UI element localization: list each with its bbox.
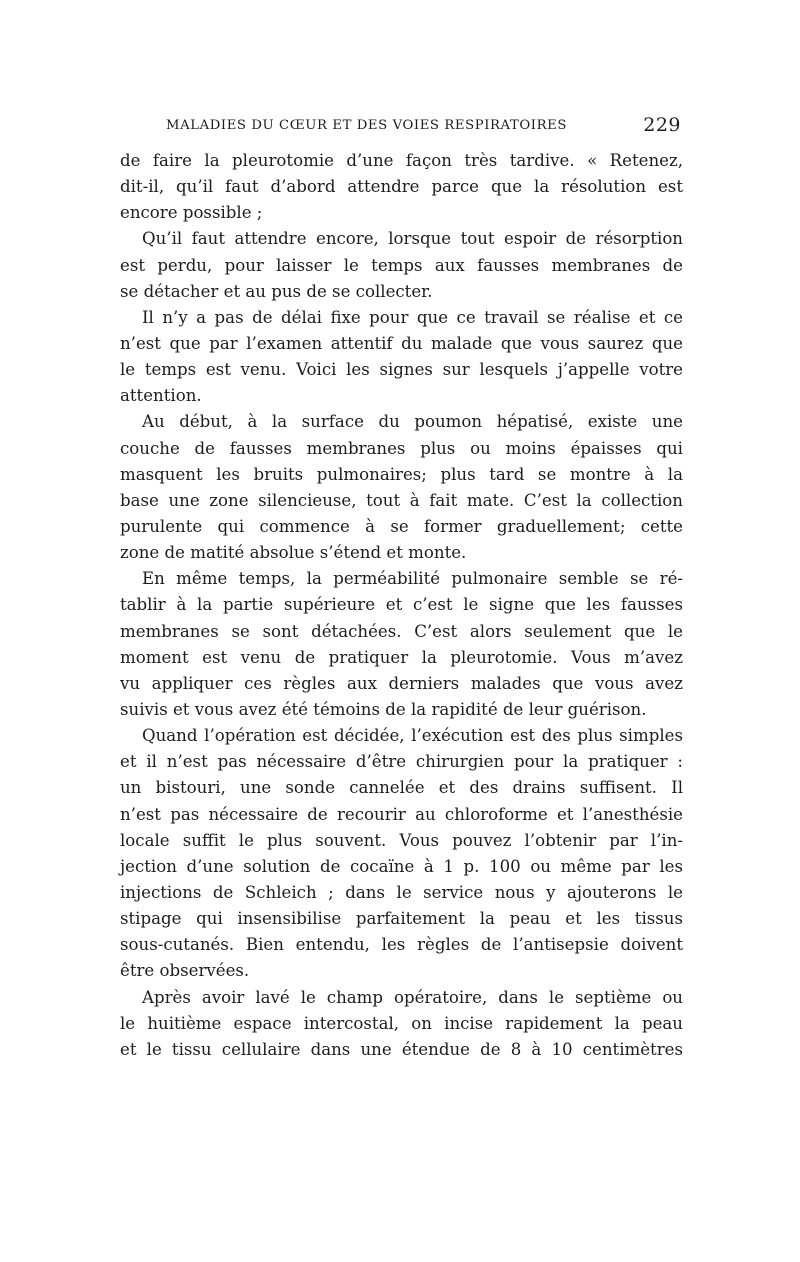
text-line: couche de fausses membranes plus ou moins épaisses qui (120, 438, 683, 458)
text-line: sous-cutanés. Bien entendu, les règles de l’antisepsie doivent (120, 935, 683, 955)
paragraph (120, 305, 683, 410)
text-line: masquent les bruits pulmonaires; plus tard se montre à la (120, 464, 683, 484)
text-line: le temps est venu. Voici les signes sur lesquels j’appelle votre (120, 360, 683, 380)
text-line: locale suffit le plus souvent. Vous pouvez l’obtenir par l’in- (120, 830, 683, 850)
paragraph (120, 409, 683, 566)
text-line: Après avoir lavé le champ opératoire, dans le septième ou (142, 987, 683, 1007)
paragraph (120, 723, 683, 984)
text-line: jection d’une solution de cocaïne à 1 p. 100 ou même par les (120, 856, 683, 876)
text-line: et le tissu cellulaire dans une étendue de 8 à 10 centimètres (120, 1039, 683, 1059)
text-line: de faire la pleurotomie d’une façon très tardive. « Retenez, (120, 151, 683, 170)
paragraph (120, 148, 683, 226)
text-line: stipage qui insensibilise parfaitement la peau et les tissus (120, 909, 683, 929)
text-line: est perdu, pour laisser le temps aux fausses membranes de (120, 255, 683, 275)
text-line: être observées. (120, 961, 250, 981)
text-line: purulente qui commence à se former graduellement; cette (120, 516, 683, 536)
text-line: un bistouri, une sonde cannelée et des drains suffisent. Il (120, 778, 683, 798)
text-line: Il n’y a pas de délai fixe pour que ce travail se réalise et ce (142, 307, 683, 327)
paragraph (120, 226, 683, 304)
text-line: zone de matité absolue s’étend et monte. (120, 543, 467, 563)
text-line: Qu’il faut attendre encore, lorsque tout espoir de résorption (142, 229, 683, 249)
text-line: n’est pas nécessaire de recourir au chloroforme et l’anesthésie (120, 804, 683, 824)
running-head (120, 114, 683, 140)
text-line: suivis et vous avez été témoins de la rapidité de leur guérison. (120, 699, 647, 719)
text-line: dit-il, qu’il faut d’abord attendre parce que la résolution est (120, 177, 683, 197)
running-title: MALADIES DU CŒUR ET DES VOIES RESPIRATOIRES (166, 118, 567, 133)
paragraph (120, 566, 683, 723)
text-line: Quand l’opération est décidée, l’exécution est des plus simples (142, 726, 683, 746)
text-line: injections de Schleich ; dans le service nous y ajouterons le (120, 882, 683, 902)
text-line: attention. (120, 386, 202, 406)
text-line: n’est que par l’examen attentif du malade que vous saurez que (120, 333, 683, 353)
text-line: tablir à la partie supérieure et c’est le signe que les fausses (120, 595, 683, 615)
body-text (120, 148, 683, 1063)
text-line: membranes se sont détachées. C’est alors seulement que le (120, 621, 683, 641)
text-line: Au début, à la surface du poumon hépatisé, existe une (142, 412, 683, 432)
text-line: et il n’est pas nécessaire d’être chirurgien pour la pratiquer : (120, 752, 683, 772)
text-line: le huitième espace intercostal, on incise rapidement la peau (120, 1013, 683, 1033)
text-line: vu appliquer ces règles aux derniers malades que vous avez (120, 673, 683, 693)
text-line: encore possible ; (120, 203, 263, 223)
text-line: En même temps, la perméabilité pulmonaire semble se ré- (142, 569, 683, 589)
page-number: 229 (643, 114, 681, 136)
text-line: base une zone silencieuse, tout à fait mate. C’est la collection (120, 490, 683, 510)
paragraph (120, 985, 683, 1063)
text-line: moment est venu de pratiquer la pleurotomie. Vous m’avez (120, 647, 683, 667)
text-line: se détacher et au pus de se collecter. (120, 281, 433, 301)
